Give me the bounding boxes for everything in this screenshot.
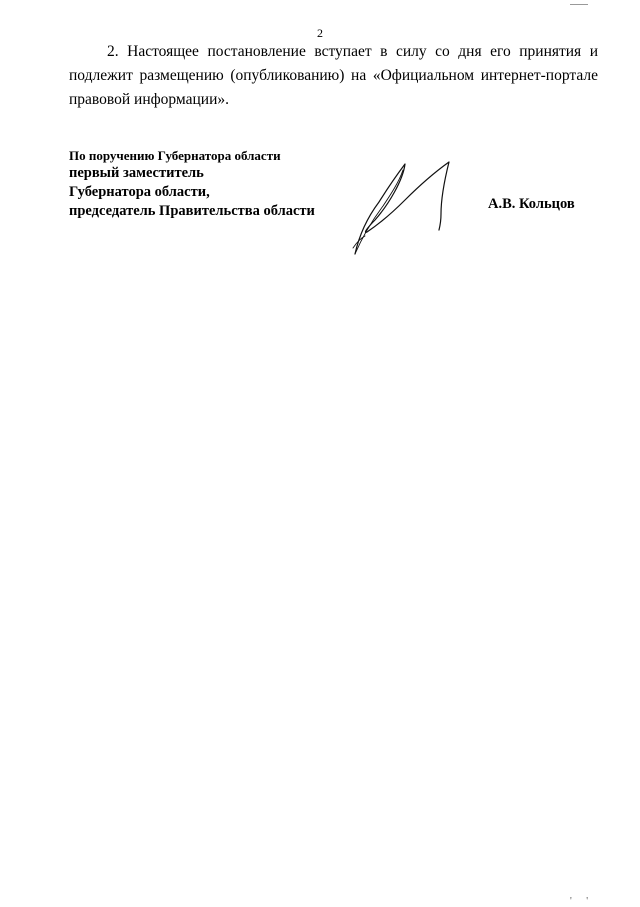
signature-position-line-1: первый заместитель: [69, 165, 204, 181]
body-paragraph: 2. Настоящее постановление вступает в силу со дня его принятия и подлежит размещению (опубликованию) на «Официальном интернет-портале правовой информации».: [69, 43, 598, 108]
bottom-mark: ' ': [570, 896, 595, 907]
handwritten-signature: [345, 156, 470, 260]
signature-position-line-2: Губернатора области,: [69, 184, 210, 200]
page-number: 2: [317, 26, 323, 40]
signatory-name: А.В. Кольцов: [488, 196, 575, 212]
signature-instruction: По поручению Губернатора области: [69, 148, 281, 163]
corner-mark: [570, 0, 588, 5]
signature-position-line-3: председатель Правительства области: [69, 203, 315, 219]
